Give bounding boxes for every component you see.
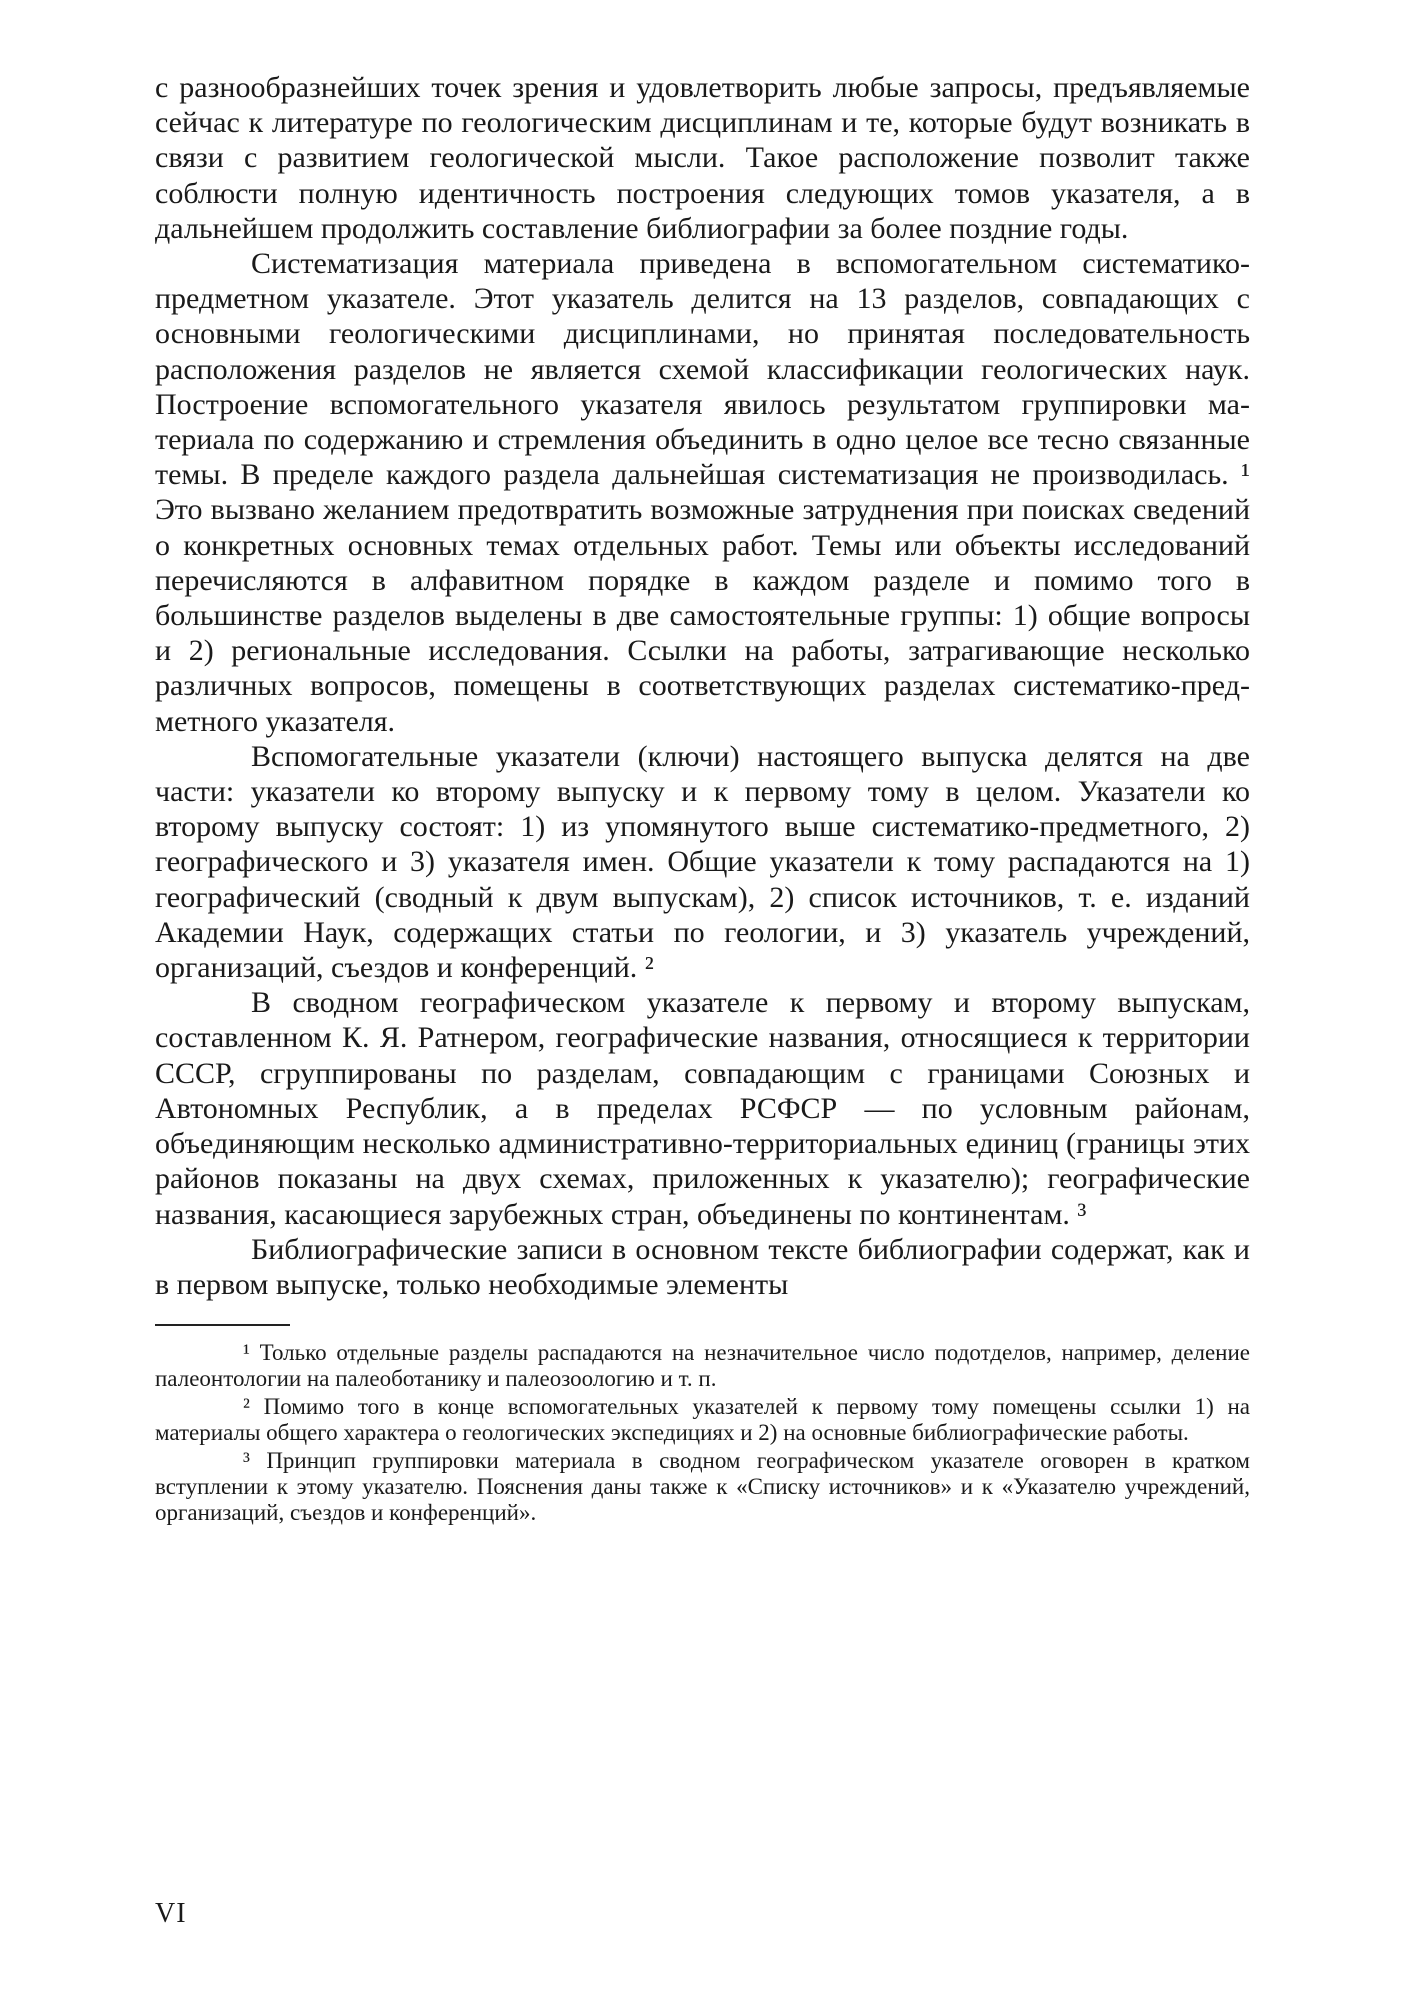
footnote-2: ² Помимо того в конце вспомогательных указателей к первому тому помещены ссылки 1) на материалы общего характера о геологических экспедициях и 2) на основные библиографические работы. <box>155 1394 1250 1446</box>
paragraph-bibliographic-records: Библиографические записи в основном тексте библиографии содержат, как и в первом выпуске, только необходимые элементы <box>155 1232 1250 1301</box>
footnotes <box>155 1340 1250 1526</box>
footnote-divider <box>155 1324 290 1326</box>
paragraph-geographic-index: В сводном географическом указателе к первому и второму выпускам, составленном К. Я. Ратнером, географические названия, относящиеся к территории СССР, сгруппированы по разделам, совпадающим с границами Союзных и Автономных Республик, а в пределах РСФСР — по условным районам, объединяющим несколько административно-территориальных единиц (границы этих районов показаны на двух схемах, приложенных к указателю); географические названия, касающиеся зарубежных стран, объединены по континентам. ³ <box>155 986 1250 1231</box>
paragraph-continued: с разнообразнейших точек зрения и удовлетворить любые запросы, предъявляемые сейчас к литературе по геологическим дисциплинам и те, которые будут возникать в связи с развитием геологической мысли. Такое расположение позволит также соблюсти полную идентичность построения следующих томов указателя, а в дальнейшем продолжить составление библиографии за более поздние годы. <box>155 71 1250 245</box>
main-text <box>155 70 1250 1302</box>
footnote-1: ¹ Только отдельные разделы распадаются на незначительное число подотделов, например, деление палеонтологии на палеоботанику и палеозоологию и т. п. <box>155 1340 1250 1392</box>
paragraph-systematization: Систематизация материала приведена в вспомогательном систематико-предметном указателе. Этот указатель делится на 13 разделов, совпадающих с основными геологическими дисциплинами, но принятая последовательность расположения разделов не является схемой классификации геологических наук. Построение вспомогательного указателя явилось результатом группировки материала по содержанию и стремления объединить в одно целое все тесно связанные темы. В пределе каждого раздела дальнейшая систематизация не производилась. ¹ Это вызвано желанием предотвратить возможные затруднения при поисках сведений о конкретных основных темах отдельных работ. Темы или объекты исследований перечисляются в алфавитном порядке в каждом разделе и помимо того в большинстве разделов выделены в две самостоятельные группы: 1) общие вопросы и 2) региональные исследования. Ссылки на работы, затрагивающие несколько различных вопросов, помещены в соответствующих разделах систематико-предметного указателя. <box>155 247 1250 738</box>
page-number: VI <box>155 1898 187 1929</box>
footnote-3: ³ Принцип группировки материала в сводном географическом указателе оговорен в кратком вступлении к этому указателю. Пояснения даны также к «Списку источников» и к «Указателю учреждений, организаций, съездов и конференций». <box>155 1448 1250 1526</box>
page-content <box>155 70 1250 1526</box>
paragraph-auxiliary-indexes: Вспомогательные указатели (ключи) настоящего выпуска делятся на две части: указатели ко второму выпуску и к первому тому в целом. Указатели ко второму выпуску состоят: 1) из упомянутого выше систематико-предметного, 2) географического и 3) указателя имен. Общие указатели к тому распадаются на 1) географический (сводный к двум выпускам), 2) список источников, т. е. изданий Академии Наук, содержащих статьи по геологии, и 3) указатель учреждений, организаций, съездов и конференций. ² <box>155 739 1250 985</box>
